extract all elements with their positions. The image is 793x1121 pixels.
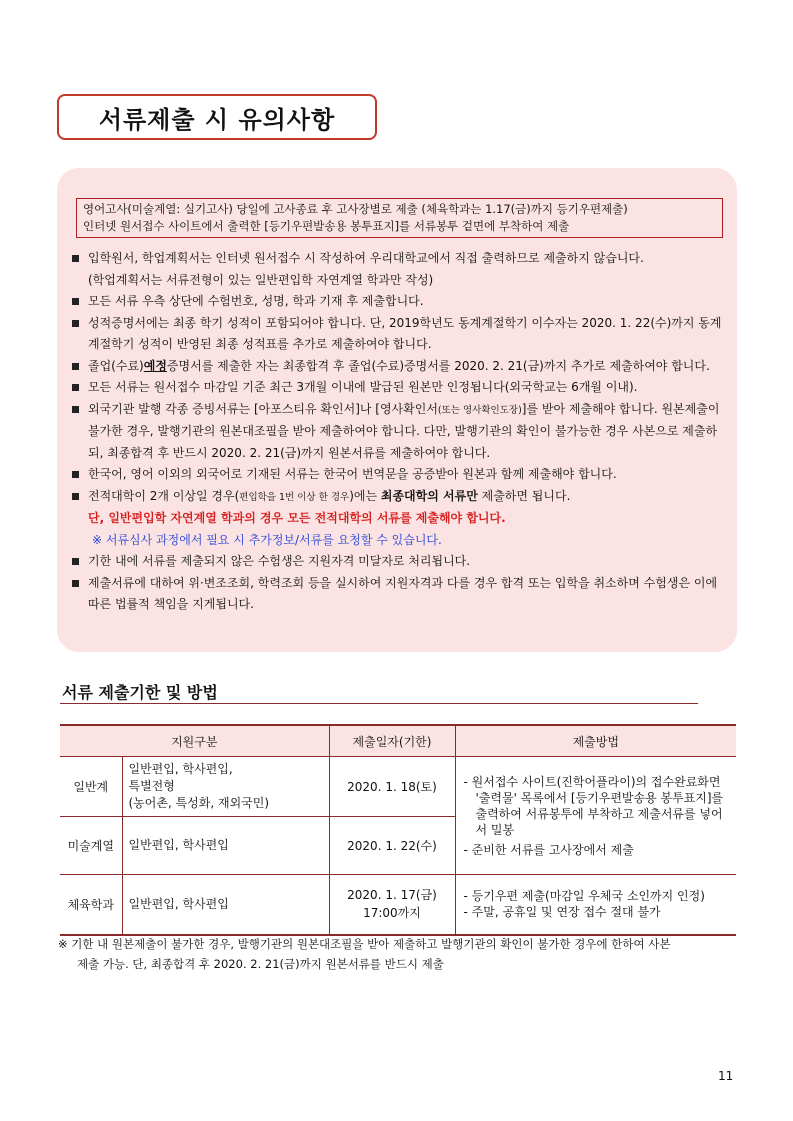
schedule-table [60, 724, 736, 936]
date-cell: 2020. 1. 22(수) [329, 817, 455, 875]
bullet-text: ]를 받아 제출해야 합니다. 원본제출이 불가한 경우, 발행기관의 원본대조필을 받아 제출하여야 합니다. 다만, 발행기관의 확인이 불가능한 경우 사본으로 제출하되, 최종합격 후 반드시 2020. 2. 21(금)까지 원본서류를 제출하여야 합니다. [88, 401, 720, 460]
list-item [70, 486, 730, 552]
submission-notice [76, 198, 723, 238]
table-row [60, 757, 736, 817]
subcategory-line: (농어촌, 특성화, 재외국민) [128, 796, 270, 810]
header-date: 제출일자(기한) [329, 725, 455, 757]
bullet-text: 졸업(수료) [88, 358, 144, 373]
footnote-line: 제출 가능. 단, 최종합격 후 2020. 2. 21(금)까지 원본서류를 반드시 제출 [77, 957, 444, 971]
blue-note-text: ※ 서류심사 과정에서 필요 시 추가정보/서류를 요청할 수 있습니다. [92, 532, 442, 547]
date-line: 2020. 1. 17(금) [347, 888, 437, 903]
table-row [60, 875, 736, 935]
method-cell [455, 757, 736, 875]
small-text: 편입학을 1번 이상 한 경우 [239, 491, 350, 503]
list-item: 한국어, 영어 이외의 외국어로 기재된 서류는 한국어 번역문을 공증받아 원본과 함께 제출해야 합니다. [70, 464, 730, 486]
notice-line-1: 영어고사(미술계열: 실기고사) 당일에 고사종료 후 고사장별로 제출 (체육학과는 1.17(금)까지 등기우편제출) [83, 202, 628, 216]
list-item: 기한 내에 서류를 제출되지 않은 수험생은 지원자격 미달자로 처리됩니다. [70, 551, 730, 573]
section-title: 서류 제출기한 및 방법 [62, 683, 218, 702]
bullet-text: )에는 [349, 488, 381, 503]
page-number: 11 [718, 1069, 734, 1083]
time-line: 17:00까지 [363, 906, 421, 921]
list-item [70, 399, 730, 465]
subcategory-cell [122, 757, 329, 817]
list-item: 모든 서류는 원서접수 마감일 기준 최근 3개월 이내에 발급된 원본만 인정됩니다(외국학교는 6개월 이내). [70, 377, 730, 399]
list-item [70, 356, 730, 378]
header-category: 지원구분 [60, 725, 329, 757]
method-line: - 주말, 공휴일 및 연장 접수 절대 불가 [463, 905, 661, 920]
date-cell: 2020. 1. 18(토) [329, 757, 455, 817]
group-cell: 미술계열 [60, 817, 122, 875]
subcategory-line: 일반편입, 학사편입, [128, 762, 233, 776]
bullet-text: 전적대학이 2개 이상일 경우( [88, 488, 240, 503]
subcategory-cell: 일반편입, 학사편입 [122, 875, 329, 935]
list-item: 성적증명서에는 최종 학기 성적이 포함되어야 합니다. 단, 2019학년도 동계계절학기 이수자는 2020. 1. 22(수)까지 동계계절학기 성적이 반영된 최종 성적표를 추가로 제출하여야 합니다. [70, 313, 730, 356]
small-text: (또는 영사확인도장) [437, 404, 522, 416]
bullet-subtext: (학업계획서는 서류전형이 있는 일반편입학 자연계열 학과만 작성) [88, 272, 434, 287]
page-title-box [57, 94, 377, 140]
emphasis-text: 예정 [143, 358, 167, 373]
footnote-line: ※ 기한 내 원본제출이 불가한 경우, 발행기관의 원본대조필을 받아 제출하고 발행기관의 확인이 불가한 경우에 한하여 사본 [58, 937, 671, 951]
bullet-text: 외국기관 발행 각종 증빙서류는 [아포스티유 확인서]나 [영사확인서 [88, 401, 438, 416]
page-title: 서류제출 시 유의사항 [98, 105, 336, 134]
section-divider [60, 703, 698, 704]
bullet-text: 제출하면 됩니다. [477, 488, 571, 503]
footnote [58, 934, 738, 974]
subcategory-cell: 일반편입, 학사편입 [122, 817, 329, 875]
header-method: 제출방법 [455, 725, 736, 757]
method-line: - 등기우편 제출(마감일 우체국 소인까지 인정) [463, 889, 705, 904]
method-line: - 원서접수 사이트(진학어플라이)의 접수완료화면 '출력물' 목록에서 [등기우편발송용 봉투표지]를 출력하여 서류봉투에 부착하고 제출서류를 넣어서 밀봉 [463, 774, 724, 837]
subcategory-line: 특별전형 [128, 779, 175, 793]
group-cell: 일반계 [60, 757, 122, 817]
bullet-text: 증명서를 제출한 자는 최종합격 후 졸업(수료)증명서를 2020. 2. 21(금)까지 추가로 제출하여야 합니다. [166, 358, 710, 373]
list-item: 모든 서류 우측 상단에 수험번호, 성명, 학과 기재 후 제출합니다. [70, 291, 730, 313]
group-cell: 체육학과 [60, 875, 122, 935]
caution-list [70, 248, 730, 616]
method-line: - 준비한 서류를 고사장에서 제출 [463, 842, 634, 857]
emphasis-text: 최종대학의 서류만 [380, 488, 478, 503]
table-header-row [60, 725, 736, 757]
method-cell [455, 875, 736, 935]
date-cell [329, 875, 455, 935]
bullet-text: 입학원서, 학업계획서는 인터넷 원서접수 시 작성하여 우리대학교에서 직접 출력하므로 제출하지 않습니다. [88, 251, 644, 265]
red-warning-text: 단, 일반편입학 자연계열 학과의 경우 모든 전적대학의 서류를 제출해야 합니다. [88, 511, 506, 525]
notice-line-2: 인터넷 원서접수 사이트에서 출력한 [등기우편발송용 봉투표지]를 서류봉투 겉면에 부착하여 제출 [83, 219, 570, 233]
list-item [70, 248, 730, 291]
list-item: 제출서류에 대하여 위·변조조회, 학력조회 등을 실시하여 지원자격과 다를 경우 합격 또는 입학을 취소하며 수험생은 이에 따른 법률적 책임을 지게됩니다. [70, 573, 730, 616]
